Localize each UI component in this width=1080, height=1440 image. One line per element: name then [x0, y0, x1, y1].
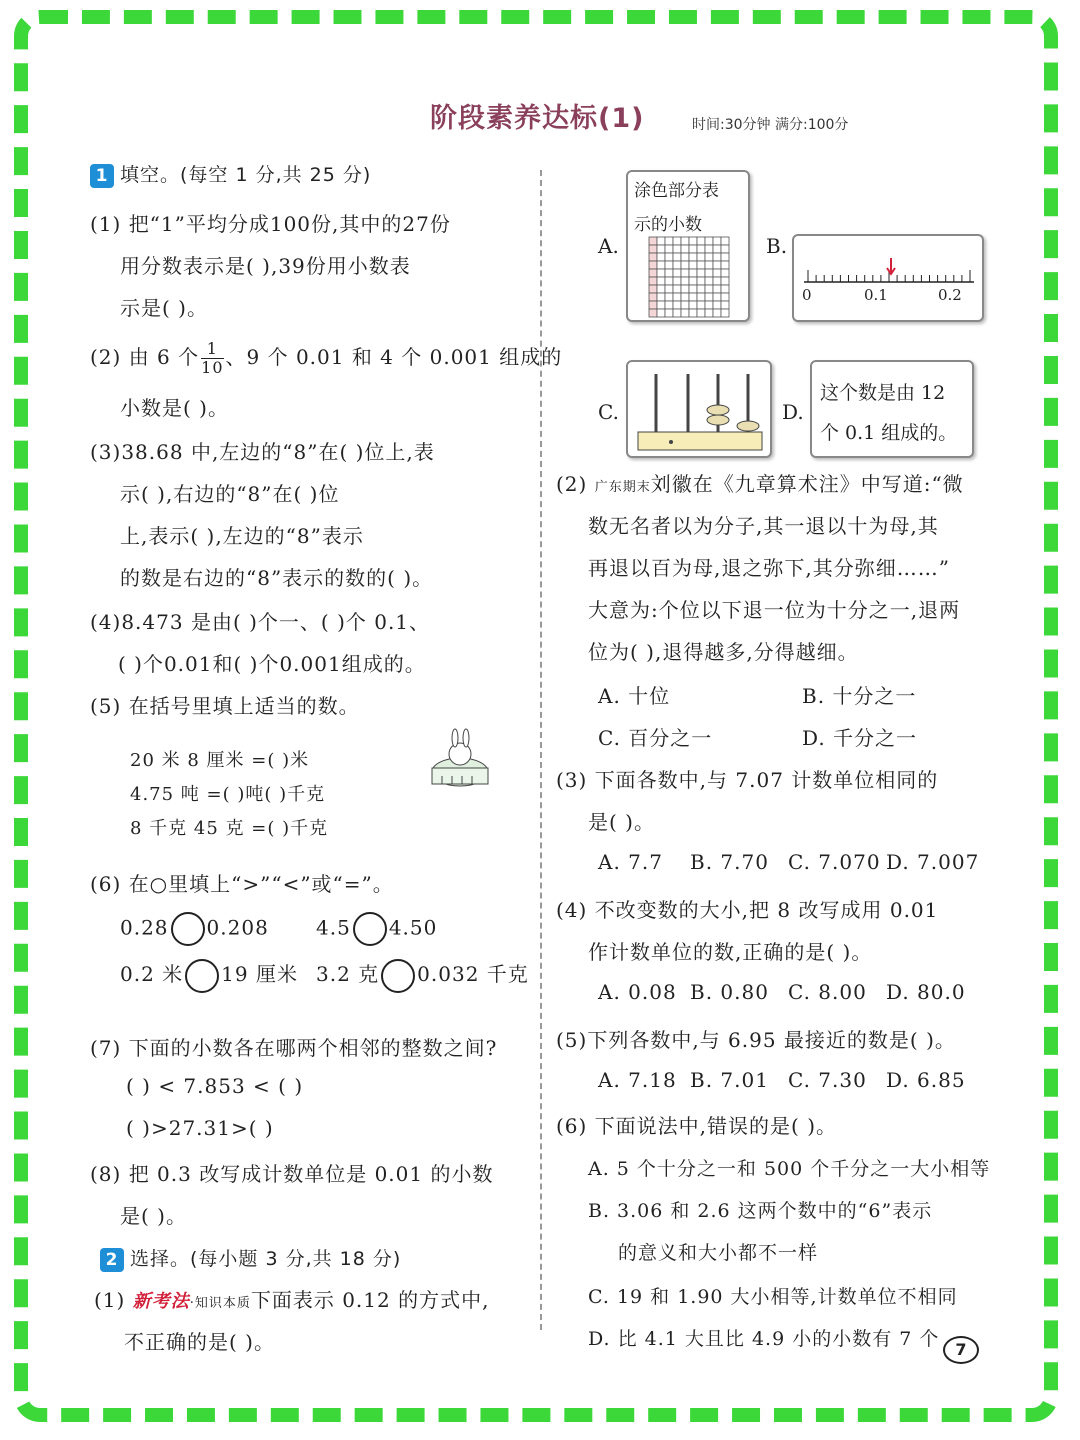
q6-left-4: 3.2 克 — [316, 962, 380, 986]
grid-cell — [665, 245, 673, 253]
q3-line2: 示( ),右边的“8”在( )位 — [120, 482, 340, 506]
optA-label: A. — [598, 234, 619, 258]
grid-cell — [673, 245, 681, 253]
grid-cell — [649, 261, 657, 269]
grid-cell — [665, 293, 673, 301]
tick-label-0: 0 — [802, 286, 812, 304]
optD-label: D. — [782, 400, 804, 424]
s2-q2-optA[interactable]: A. 十位 — [598, 684, 671, 708]
s2-q4-line1: (4) 不改变数的大小,把 8 改写成用 0.01 — [556, 898, 939, 922]
rabbit-tape-measure-icon — [420, 728, 490, 790]
grid-cell — [681, 309, 689, 317]
grid-cell — [673, 237, 681, 245]
q3-line1: (3)38.68 中,左边的“8”在( )位上,表 — [90, 440, 435, 464]
q8-line2: 是( )。 — [120, 1204, 187, 1228]
grid-cell — [681, 245, 689, 253]
grid-cell — [673, 261, 681, 269]
grid-cell — [713, 309, 721, 317]
grid-cell — [689, 309, 697, 317]
grid-cell — [649, 277, 657, 285]
q1-line1: (1) 把“1”平均分成100份,其中的27份 — [90, 212, 451, 236]
grid-cell — [673, 309, 681, 317]
s2-q1-line2: 不正确的是( )。 — [124, 1330, 275, 1354]
optC-label: C. — [598, 400, 619, 424]
grid-cell — [665, 285, 673, 293]
optD-line1: 这个数是由 12 — [820, 382, 946, 404]
grid-cell — [705, 237, 713, 245]
s2-q2-line5: 位为( ),退得越多,分得越细。 — [588, 640, 859, 664]
grid-cell — [649, 293, 657, 301]
grid-cell — [713, 285, 721, 293]
q6-right-3: 19 厘米 — [221, 962, 298, 986]
grid-cell — [689, 261, 697, 269]
grid-cell — [705, 245, 713, 253]
q2-suffix: 、9 个 0.01 和 4 个 0.001 组成的 — [225, 345, 563, 369]
optA-caption-2: 示的小数 — [634, 215, 702, 235]
grid-cell — [665, 237, 673, 245]
grid-cell — [713, 277, 721, 285]
grid-cell — [713, 253, 721, 261]
q6-compare-1 — [120, 912, 269, 946]
grid-cell — [673, 285, 681, 293]
grid-cell — [721, 261, 729, 269]
q1-line2: 用分数表示是( ),39份用小数表 — [120, 254, 411, 278]
q6-compare-2 — [316, 912, 437, 946]
optD-box — [810, 360, 974, 458]
s2-q4-optB[interactable]: B. 0.80 — [690, 980, 769, 1004]
q5-item1: 20 米 8 厘米 =( )米 — [130, 750, 310, 771]
section2-title: 选择。(每小题 3 分,共 18 分) — [130, 1248, 402, 1270]
grid-cell — [689, 237, 697, 245]
optC-box — [626, 360, 772, 458]
q6-right-2: 4.50 — [388, 915, 438, 940]
s2-q4-line2: 作计数单位的数,正确的是( )。 — [588, 940, 873, 964]
grid-cell — [657, 301, 665, 309]
grid-cell — [657, 277, 665, 285]
grid-cell — [673, 293, 681, 301]
grid-cell — [697, 245, 705, 253]
q7-item1: ( ) < 7.853 < ( ) — [126, 1074, 304, 1098]
grid-cell — [681, 261, 689, 269]
page-title: 阶段素养达标(1) — [430, 103, 645, 134]
s2-q3-optD[interactable]: D. 7.007 — [886, 850, 980, 874]
grid-cell — [657, 269, 665, 277]
grid-cell — [713, 293, 721, 301]
knowledge-tag: ·知识本质 — [189, 1296, 251, 1311]
grid-cell — [665, 269, 673, 277]
s2-q4-optD[interactable]: D. 80.0 — [886, 980, 966, 1004]
q8-line1: (8) 把 0.3 改写成计数单位是 0.01 的小数 — [90, 1162, 494, 1186]
grid-cell — [657, 293, 665, 301]
grid-cell — [697, 301, 705, 309]
s2-q5-text: (5)下列各数中,与 6.95 最接近的数是( )。 — [556, 1028, 956, 1052]
s2-q1-text: 下面表示 0.12 的方式中, — [250, 1288, 490, 1312]
optA-caption-1: 涂色部分表 — [634, 181, 719, 201]
grid-cell — [673, 301, 681, 309]
grid-cell — [673, 253, 681, 261]
compare-circle[interactable] — [185, 959, 219, 993]
s2-q2-prefix: (2) — [556, 472, 588, 496]
q6-right-4: 0.032 千克 — [417, 962, 529, 986]
worksheet-page — [40, 30, 1040, 1410]
grid-cell — [705, 285, 713, 293]
grid-cell — [721, 301, 729, 309]
grid-cell — [681, 293, 689, 301]
grid-cell — [649, 269, 657, 277]
grid-cell — [657, 237, 665, 245]
grid-cell — [681, 253, 689, 261]
s2-q3-optA[interactable]: A. 7.7 — [598, 850, 663, 874]
s2-q5-optD[interactable]: D. 6.85 — [886, 1068, 966, 1092]
grid-cell — [713, 301, 721, 309]
q5-item3: 8 千克 45 克 =( )千克 — [130, 818, 329, 839]
s2-q5-optA[interactable]: A. 7.18 — [598, 1068, 677, 1092]
s2-q2-line3: 再退以百为母,退之弥下,其分弥细……” — [588, 556, 950, 580]
fraction-denominator: 10 — [201, 358, 224, 377]
grid-cell — [673, 277, 681, 285]
grid-cell — [689, 277, 697, 285]
grid-cell — [689, 285, 697, 293]
grid-cell — [689, 301, 697, 309]
grid-cell — [705, 309, 713, 317]
section1-badge: 1 — [90, 164, 114, 188]
grid-cell — [705, 301, 713, 309]
q2-line1 — [90, 340, 562, 377]
grid-cell — [713, 237, 721, 245]
q6-compare-4 — [316, 958, 529, 993]
grid-cell — [705, 269, 713, 277]
grid-cell — [681, 269, 689, 277]
q3-line4: 的数是右边的“8”表示的数的( )。 — [120, 566, 434, 590]
grid-cell — [697, 237, 705, 245]
grid-cell — [697, 253, 705, 261]
grid-cell — [649, 253, 657, 261]
q5-item2: 4.75 吨 =( )吨( )千克 — [130, 784, 326, 805]
s2-q2-line4: 大意为:个位以下退一位为十分之一,退两 — [588, 598, 961, 622]
grid-cell — [657, 285, 665, 293]
grid-cell — [713, 245, 721, 253]
grid-cell — [649, 309, 657, 317]
grid-cell — [689, 253, 697, 261]
q4-line1: (4)8.473 是由( )个一、( )个 0.1、 — [90, 610, 431, 634]
grid-cell — [681, 285, 689, 293]
q5-text: (5) 在括号里填上适当的数。 — [90, 694, 360, 718]
q6-compare-3 — [120, 958, 298, 993]
tick-label-0.2: 0.2 — [938, 286, 962, 304]
grid-cell — [697, 309, 705, 317]
hundred-grid — [648, 236, 730, 318]
q6-left-3: 0.2 米 — [120, 962, 184, 986]
s2-q2-text: 刘徽在《九章算术注》中写道:“微 — [650, 472, 964, 496]
s2-q5-optC[interactable]: C. 7.30 — [788, 1068, 867, 1092]
grid-cell — [649, 285, 657, 293]
grid-cell — [705, 253, 713, 261]
grid-cell — [713, 261, 721, 269]
page-number: 7 — [943, 1336, 979, 1364]
tick-label-0.1: 0.1 — [864, 286, 888, 304]
fraction-numerator: 1 — [201, 340, 223, 359]
grid-cell — [657, 261, 665, 269]
section2-badge: 2 — [100, 1248, 124, 1272]
compare-circle[interactable] — [171, 912, 205, 946]
s2-q3-optC[interactable]: C. 7.070 — [788, 850, 881, 874]
grid-cell — [681, 301, 689, 309]
page-subtitle: 时间:30分钟 满分:100分 — [692, 117, 849, 133]
grid-cell — [673, 269, 681, 277]
compare-circle[interactable] — [353, 912, 387, 946]
optB-label: B. — [766, 234, 788, 258]
grid-cell — [689, 269, 697, 277]
s2-q2-optC[interactable]: C. 百分之一 — [598, 726, 713, 750]
grid-cell — [721, 269, 729, 277]
section1-title: 填空。(每空 1 分,共 25 分) — [120, 164, 372, 186]
grid-cell — [721, 277, 729, 285]
grid-cell — [649, 301, 657, 309]
fraction-one-tenth — [201, 340, 223, 377]
q6-text: (6) 在○里填上“>”“<”或“=”。 — [90, 872, 394, 896]
s2-q6-text: (6) 下面说法中,错误的是( )。 — [556, 1114, 838, 1138]
q1-line3: 示是( )。 — [120, 296, 208, 320]
grid-cell — [697, 269, 705, 277]
grid-cell — [705, 293, 713, 301]
s2-q2-line1 — [556, 468, 964, 497]
grid-cell — [657, 245, 665, 253]
s2-q2-optD[interactable]: D. 千分之一 — [802, 726, 918, 750]
optD-line2: 个 0.1 组成的。 — [820, 422, 958, 444]
optB-box — [792, 234, 984, 322]
s2-q5-optB[interactable]: B. 7.01 — [690, 1068, 769, 1092]
grid-cell — [649, 245, 657, 253]
grid-cell — [721, 253, 729, 261]
s2-q1-line1 — [94, 1284, 489, 1313]
grid-cell — [705, 261, 713, 269]
grid-cell — [721, 293, 729, 301]
q2-prefix: (2) 由 6 个 — [90, 345, 200, 369]
grid-cell — [649, 237, 657, 245]
grid-cell — [657, 253, 665, 261]
grid-cell — [689, 245, 697, 253]
grid-cell — [665, 309, 673, 317]
q6-left-2: 4.5 — [316, 915, 351, 940]
grid-cell — [665, 253, 673, 261]
compare-circle[interactable] — [381, 959, 415, 993]
grid-cell — [721, 285, 729, 293]
s2-q6-optB-cont: 的意义和大小都不一样 — [618, 1242, 819, 1264]
q7-item2: ( )>27.31>( ) — [126, 1116, 274, 1140]
q6-left-1: 0.28 — [120, 915, 169, 940]
s2-q4-optC[interactable]: C. 8.00 — [788, 980, 867, 1004]
new-method-tag: 新考法 — [132, 1291, 190, 1312]
grid-cell — [665, 301, 673, 309]
grid-cell — [705, 277, 713, 285]
s2-q6-optB[interactable]: B. 3.06 和 2.6 这两个数中的“6”表示 — [588, 1200, 933, 1222]
q4-line2: ( )个0.01和( )个0.001组成的。 — [118, 652, 426, 676]
grid-cell — [721, 237, 729, 245]
q2-line2: 小数是( )。 — [120, 396, 229, 420]
q7-text: (7) 下面的小数各在哪两个相邻的整数之间? — [90, 1036, 498, 1060]
grid-cell — [713, 269, 721, 277]
grid-cell — [697, 293, 705, 301]
s2-q6-optA[interactable]: A. 5 个十分之一和 500 个千分之一大小相等 — [588, 1158, 991, 1180]
grid-cell — [721, 245, 729, 253]
abacus-icon — [628, 362, 770, 456]
grid-cell — [665, 277, 673, 285]
section2-heading — [100, 1244, 401, 1272]
grid-cell — [697, 261, 705, 269]
s2-q4-optA[interactable]: A. 0.08 — [598, 980, 677, 1004]
s2-q3-line1: (3) 下面各数中,与 7.07 计数单位相同的 — [556, 768, 939, 792]
grid-cell — [681, 277, 689, 285]
grid-cell — [721, 309, 729, 317]
guangdong-tag: 广东期末 — [594, 480, 651, 495]
grid-cell — [697, 277, 705, 285]
s2-q6-optC[interactable]: C. 19 和 1.90 大小相等,计数单位不相同 — [588, 1286, 958, 1308]
s2-q1-prefix: (1) — [94, 1288, 126, 1312]
optA-box — [626, 170, 750, 322]
grid-cell — [657, 309, 665, 317]
grid-cell — [689, 293, 697, 301]
section1-heading — [90, 160, 371, 188]
s2-q2-line2: 数无名者以为分子,其一退以十为母,其 — [588, 514, 939, 538]
s2-q2-optB[interactable]: B. 十分之一 — [802, 684, 917, 708]
grid-cell — [697, 285, 705, 293]
grid-cell — [681, 237, 689, 245]
s2-q6-optD[interactable]: D. 比 4.1 大且比 4.9 小的小数有 7 个 — [588, 1328, 940, 1350]
q3-line3: 上,表示( ),左边的“8”表示 — [120, 524, 364, 548]
q6-right-1: 0.208 — [206, 915, 269, 940]
s2-q3-line2: 是( )。 — [588, 810, 655, 834]
s2-q3-optB[interactable]: B. 7.70 — [690, 850, 769, 874]
grid-cell — [665, 261, 673, 269]
